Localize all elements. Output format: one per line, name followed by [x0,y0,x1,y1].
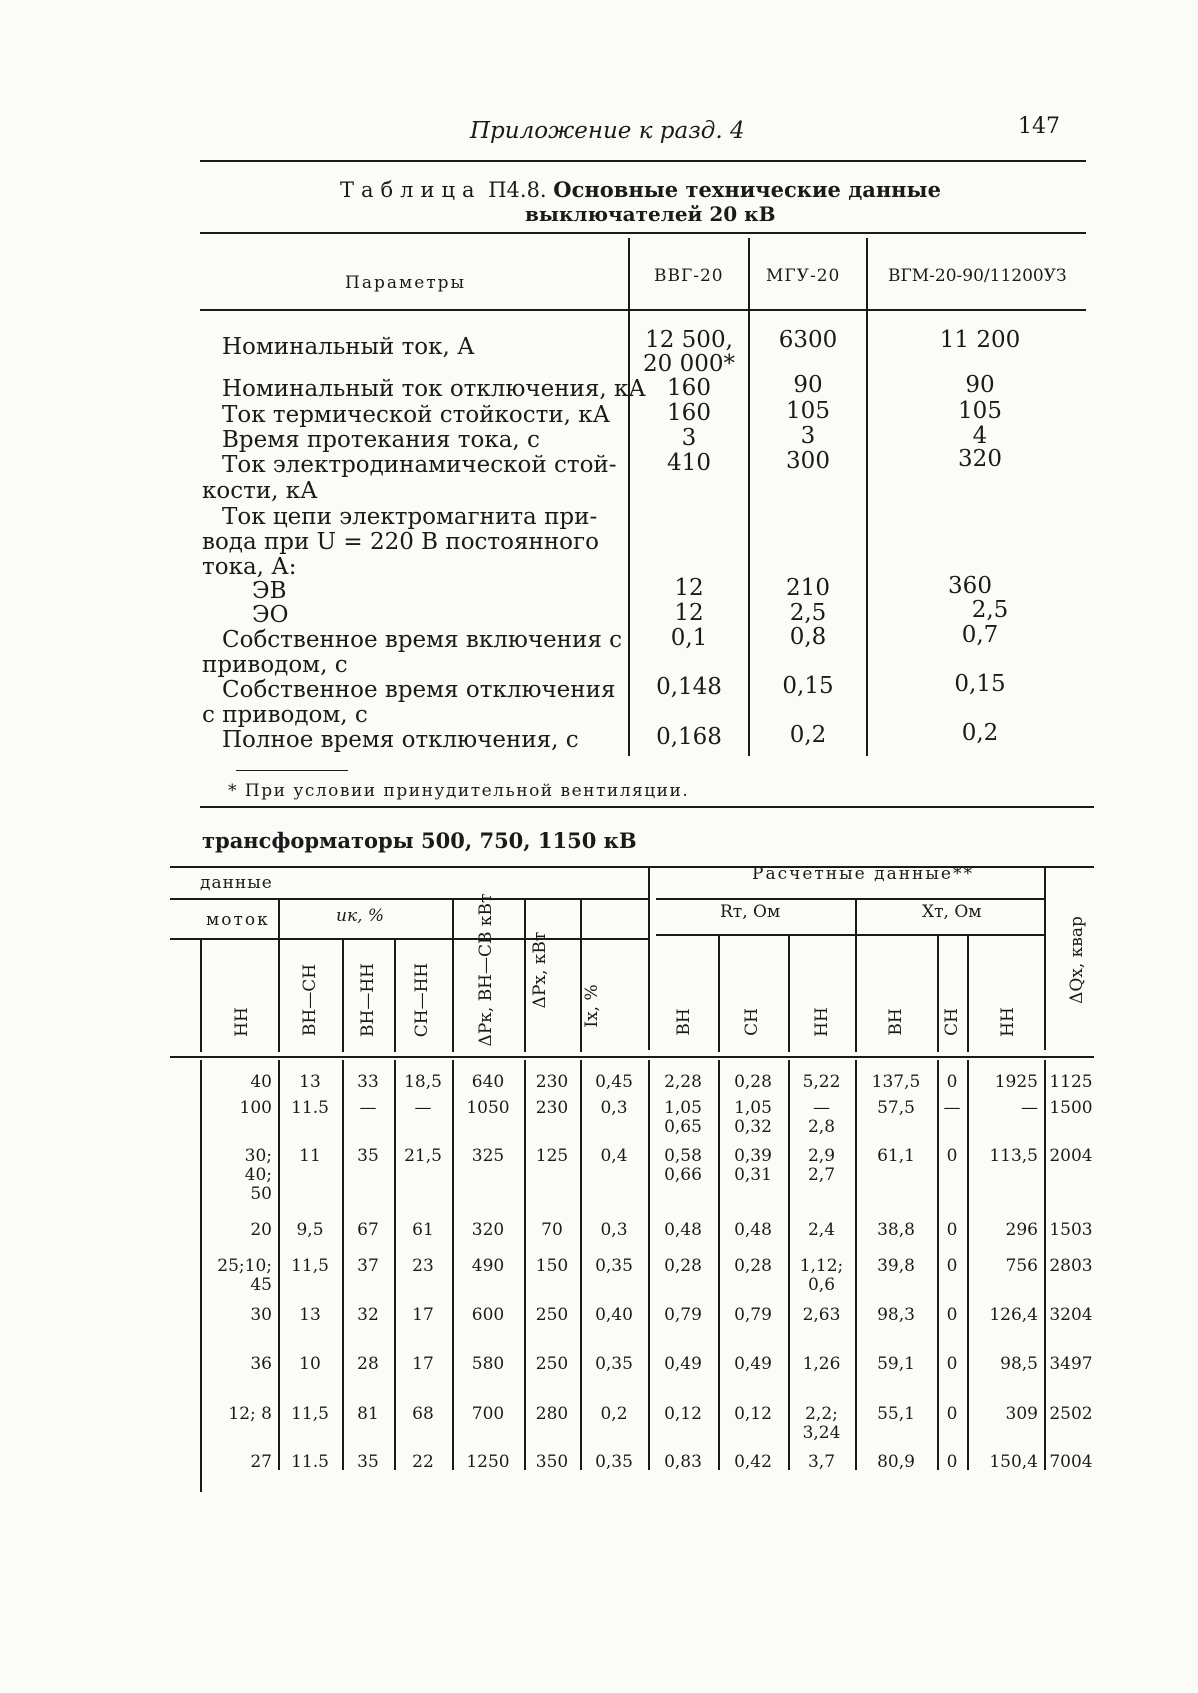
t2-cell-px: 230 [535,1072,569,1092]
t2-cell-rs: 0,39 [734,1146,772,1166]
t2-cell-q: 2502 [1049,1404,1093,1424]
t1-value: 0,15 [782,673,834,699]
t2-cell-vs: 10 [299,1354,321,1374]
param-line: ЭО [252,602,289,628]
t2-vline [278,900,280,1052]
t2-vline [648,868,650,1050]
t1-value: 0,2 [789,722,827,748]
t2-sub-rt-nn: НН [812,1007,832,1037]
t2-cell-xv: 39,8 [877,1256,915,1276]
t2-sub-rt-sn: СН [742,1008,762,1036]
t2-cell-px: 150 [535,1256,569,1276]
t2-sub-rt-vn: ВН [674,1008,694,1036]
t2-cell-rs: 0,28 [734,1072,772,1092]
t2-cell-rn: 2,7 [807,1165,836,1185]
t2-cell-nn: 30 [250,1305,272,1325]
t2-cell-q: 2004 [1049,1146,1093,1166]
t2-cell-xn: 126,4 [989,1305,1038,1325]
t2-rule-d [656,934,1044,936]
t2-vline [200,940,202,1052]
t2-cell-xs: 0 [946,1305,958,1325]
t1-value: 0,2 [961,720,999,746]
table1-title [340,177,941,202]
table1-vline-1 [628,238,630,756]
t2-cell-sn: 18,5 [404,1072,442,1092]
t2-hdr-dpk: ΔPк, ВН—СВ кВт [476,893,496,1047]
t2-sub-xt-vn: ВН [886,1008,906,1036]
t2-cell-sn: 61 [412,1220,434,1240]
page-number: 147 [1018,114,1060,139]
t2-cell-rn: 3,7 [807,1452,836,1472]
t2-cell-rs: 0,12 [734,1404,772,1424]
t1-value: 210 [786,575,830,601]
t1-value: 300 [786,448,830,474]
t2-cell-px: 350 [535,1452,569,1472]
t2-cell-pk: 320 [471,1220,505,1240]
t2-cell-nn: 27 [250,1452,272,1472]
t2-cell-rv: 0,83 [664,1452,702,1472]
t2-cell-xs: — [943,1098,961,1118]
t2-cell-ix: 0,3 [600,1220,628,1240]
t1-value: 0,8 [789,624,827,650]
t2-cell-rv: 0,65 [664,1117,702,1137]
t2-cell-pk: 1250 [466,1452,510,1472]
t1-value: 11 200 [939,327,1021,353]
param-line: Собственное время отключения [222,677,616,703]
t2-cell-q: 1500 [1049,1098,1093,1118]
table1-col-vvg: ВВГ-20 [654,266,724,286]
t2-cell-xv: 55,1 [877,1404,915,1424]
table1-vline-3 [866,238,868,756]
t2-cell-pk: 640 [471,1072,505,1092]
t2-cell-xs: 0 [946,1452,958,1472]
t2-cell-rn: 5,22 [802,1072,841,1092]
t2-cell-rs: 0,31 [734,1165,772,1185]
t2-cell-ix: 0,3 [600,1098,628,1118]
t2-cell-px: 250 [535,1305,569,1325]
t2-cell-px: 230 [535,1098,569,1118]
t2-cell-nn: 30; [244,1146,272,1166]
t1-value: 0,7 [961,622,999,648]
t1-value: 0,168 [656,724,722,750]
param-line: с приводом, с [202,702,368,728]
t2-cell-xn: 98,5 [1000,1354,1038,1374]
table1-top-rule [200,232,1086,234]
t2-cell-vn: 37 [357,1256,379,1276]
t2-cell-vs: 11,5 [291,1404,329,1424]
t2-cell-xv: 59,1 [877,1354,915,1374]
t2-cell-q: 2803 [1049,1256,1093,1276]
t2-cell-nn: 25;10; [217,1256,272,1276]
table2-title: трансформаторы 500, 750, 1150 кВ [202,828,637,853]
t2-cell-rv: 1,05 [664,1098,702,1118]
t2-cell-xv: 38,8 [877,1220,915,1240]
t2-cell-rn: 2,63 [802,1305,841,1325]
t2-cell-xs: 0 [946,1354,958,1374]
t2-hdr-calc: Расчетные данные** [752,864,974,884]
t2-cell-sn: — [414,1098,432,1118]
t1-value: 105 [786,398,830,424]
param-line: Время протекания тока, с [222,427,540,453]
t2-cell-vs: 13 [299,1305,321,1325]
t2-cell-vn: 33 [357,1072,379,1092]
t2-hdr-rt: Rт, Ом [720,902,781,922]
t1-value: 12 [674,600,704,626]
t2-cell-sn: 17 [412,1354,434,1374]
t2-cell-px: 70 [541,1220,563,1240]
table1-col-mgu: МГУ-20 [766,266,841,286]
t2-sub-xt-sn: СН [942,1008,962,1036]
t2-cell-nn: 36 [250,1354,272,1374]
t1-value: 160 [667,400,711,426]
t2-sub-nn: НН [232,1007,252,1037]
t2-cell-pk: 325 [471,1146,505,1166]
table1-title-num: П4.8. [488,178,547,202]
t2-cell-nn: 50 [250,1184,272,1204]
table1-col-params: Параметры [345,273,467,293]
t2-cell-xs: 0 [946,1404,958,1424]
t2-cell-nn: 40 [250,1072,272,1092]
t2-cell-xn: 150,4 [989,1452,1038,1472]
header-rule [200,160,1086,162]
t2-cell-rn: 3,24 [802,1423,841,1443]
t2-cell-px: 125 [535,1146,569,1166]
t2-hdr-dqx: ΔQх, квар [1067,916,1087,1004]
param-line: Полное время отключения, с [222,727,579,753]
param-line: Ток цепи электромагнита при- [222,504,598,530]
t2-cell-rs: 0,79 [734,1305,772,1325]
t2-vline [788,936,790,1052]
t2-hdr-windings: моток [206,910,270,930]
param-line: кости, кА [202,478,318,504]
table1-col-vgm: ВГМ-20-90/11200УЗ [888,266,1067,286]
t1-value: 0,148 [656,674,722,700]
section-rule [200,806,1094,808]
param-line: приводом, с [202,652,348,678]
t2-cell-rn: 2,2; [805,1404,838,1424]
t2-cell-xs: 0 [946,1072,958,1092]
t2-cell-sn: 22 [412,1452,434,1472]
t1-value: 0,15 [954,671,1006,697]
t1-value: 105 [958,398,1002,424]
t2-hdr-uk: uк, % [336,906,385,926]
t2-cell-rs: 0,48 [734,1220,772,1240]
t2-head-rule [170,1056,1094,1058]
footnote: * При условии принудительной вентиляции. [228,781,690,801]
t2-cell-pk: 580 [471,1354,505,1374]
param-line: вода при U = 220 В постоянного [202,529,599,555]
t2-cell-ix: 0,40 [595,1305,633,1325]
t2-cell-vs: 11 [299,1146,321,1166]
t1-value: 12 500, [645,327,733,353]
t2-cell-ix: 0,35 [595,1256,633,1276]
param-line: Собственное время включения с [222,627,623,653]
t2-hdr-xt: Xт, Ом [922,902,982,922]
t1-value: 20 000* [643,351,735,377]
t2-cell-vn: 67 [357,1220,379,1240]
t2-cell-rn: 2,8 [807,1117,836,1137]
t1-value: 12 [674,575,704,601]
t2-cell-q: 1503 [1049,1220,1093,1240]
t2-cell-rv: 2,28 [664,1072,702,1092]
footnote-rule [236,770,348,771]
t2-cell-xv: 98,3 [877,1305,915,1325]
table1-vline-2 [748,238,750,756]
t2-cell-vs: 11.5 [291,1452,329,1472]
table1-title-line2: выключателей 20 кВ [525,202,776,226]
t2-cell-vs: 9,5 [296,1220,324,1240]
t2-cell-ix: 0,4 [600,1146,628,1166]
t2-cell-rs: 1,05 [734,1098,772,1118]
t1-value: 160 [667,375,711,401]
t2-hdr-ix: Iх, % [582,984,602,1028]
t2-cell-rv: 0,49 [664,1354,702,1374]
t2-cell-rs: 0,42 [734,1452,772,1472]
param-line: Ток термической стойкости, кА [222,402,611,428]
t2-cell-px: 280 [535,1404,569,1424]
t1-value: 0,1 [670,625,708,651]
t2-cell-xv: 61,1 [877,1146,915,1166]
param-line: Ток электродинамической стой- [222,452,617,478]
param-line: Номинальный ток, А [222,334,475,360]
t2-cell-sn: 17 [412,1305,434,1325]
param-line: ЭВ [252,578,287,604]
t1-value: 3 [800,423,816,449]
t2-cell-rn: 2,4 [807,1220,836,1240]
t2-cell-ix: 0,35 [595,1354,633,1374]
t2-cell-ix: 0,35 [595,1452,633,1472]
t2-cell-rn: 1,26 [802,1354,841,1374]
t2-cell-rn: 0,6 [807,1275,836,1295]
t2-cell-rv: 0,12 [664,1404,702,1424]
t2-vline [855,898,857,1052]
t2-cell-xn: 309 [1005,1404,1038,1424]
t1-value: 4 [972,423,988,449]
t2-cell-xn: 296 [1005,1220,1038,1240]
t2-cell-vn: — [359,1098,377,1118]
t2-cell-rn: — [813,1098,830,1118]
t2-cell-rv: 0,48 [664,1220,702,1240]
t2-cell-nn: 40; [244,1165,272,1185]
t1-value: 410 [667,450,711,476]
t2-cell-xv: 57,5 [877,1098,915,1118]
t2-cell-nn: 45 [250,1275,272,1295]
t2-cell-vn: 28 [357,1354,379,1374]
t2-rule-a [170,898,648,900]
t1-value: 90 [793,372,823,398]
t2-cell-sn: 21,5 [404,1146,442,1166]
t2-cell-vn: 81 [357,1404,379,1424]
t2-cell-rs: 0,32 [734,1117,772,1137]
t2-cell-vn: 32 [357,1305,379,1325]
t2-cell-rv: 0,66 [664,1165,702,1185]
t2-rule-b [656,898,1044,900]
t2-rule-c [170,938,650,940]
t2-cell-nn: 100 [239,1098,272,1118]
t2-cell-xv: 137,5 [871,1072,921,1092]
t2-cell-rn: 2,9 [807,1146,836,1166]
t2-cell-ix: 0,2 [600,1404,628,1424]
t2-vline [394,940,396,1052]
t2-cell-pk: 490 [471,1256,505,1276]
t2-cell-sn: 23 [412,1256,434,1276]
table1-title-prefix: Таблица [340,178,482,202]
t2-sub-xt-nn: НН [998,1007,1018,1037]
t2-cell-xs: 0 [946,1256,958,1276]
t2-cell-xn: 756 [1005,1256,1038,1276]
t2-vline [1044,868,1046,1050]
t2-sub-vn-sn: ВН—СН [300,963,320,1037]
t2-sub-vn-nn: ВН—НН [358,963,378,1037]
t2-cell-pk: 700 [471,1404,505,1424]
table1-head-rule [200,309,1086,311]
t2-vline [967,936,969,1052]
t2-cell-q: 1125 [1049,1072,1093,1092]
t2-vline [452,900,454,1052]
t2-vline [718,936,720,1052]
t1-value: 3 [681,425,697,451]
t2-hdr-data: данные [200,873,273,893]
t2-cell-xs: 0 [946,1146,958,1166]
t2-cell-nn: 20 [250,1220,272,1240]
t2-cell-xv: 80,9 [877,1452,915,1472]
t1-value: 320 [958,446,1002,472]
param-line: Номинальный ток отключения, кА [222,376,646,402]
t2-cell-vs: 11.5 [291,1098,329,1118]
t2-cell-rn: 1,12; [799,1256,844,1276]
t2-cell-q: 7004 [1049,1452,1093,1472]
t2-cell-rv: 0,28 [664,1256,702,1276]
t2-cell-px: 250 [535,1354,569,1374]
t2-cell-xn: 1925 [994,1072,1038,1092]
t2-vline [937,936,939,1052]
t2-cell-rs: 0,49 [734,1354,772,1374]
t2-cell-vn: 35 [357,1452,379,1472]
t1-value: 2,5 [971,597,1009,623]
t2-cell-q: 3497 [1049,1354,1093,1374]
t1-value: 6300 [778,327,838,353]
t2-cell-nn: 12; 8 [228,1404,272,1424]
t2-cell-xn: — [1021,1098,1038,1118]
t2-cell-sn: 68 [412,1404,434,1424]
running-header: Приложение к разд. 4 [470,118,745,144]
t2-cell-rs: 0,28 [734,1256,772,1276]
t2-cell-ix: 0,45 [595,1072,633,1092]
table1-title-line1: Основные технические данные [553,177,941,202]
t2-cell-xn: 113,5 [989,1146,1038,1166]
t1-value: 2,5 [789,600,827,626]
t2-cell-rv: 0,79 [664,1305,702,1325]
t2-cell-pk: 1050 [466,1098,510,1118]
t2-cell-xs: 0 [946,1220,958,1240]
t2-cell-pk: 600 [471,1305,505,1325]
param-line: тока, А: [202,554,297,580]
t1-value: 360 [948,573,992,599]
t2-vline [524,900,526,1052]
t2-hdr-dpx: ΔPх, кВт [530,931,550,1009]
t2-cell-q: 3204 [1049,1305,1093,1325]
t2-cell-vs: 11,5 [291,1256,329,1276]
t2-cell-rv: 0,58 [664,1146,702,1166]
t2-cell-vs: 13 [299,1072,321,1092]
t1-value: 90 [965,372,995,398]
t2-vline [342,940,344,1052]
t2-cell-vn: 35 [357,1146,379,1166]
t2-sub-sn-nn: СН—НН [412,962,432,1038]
